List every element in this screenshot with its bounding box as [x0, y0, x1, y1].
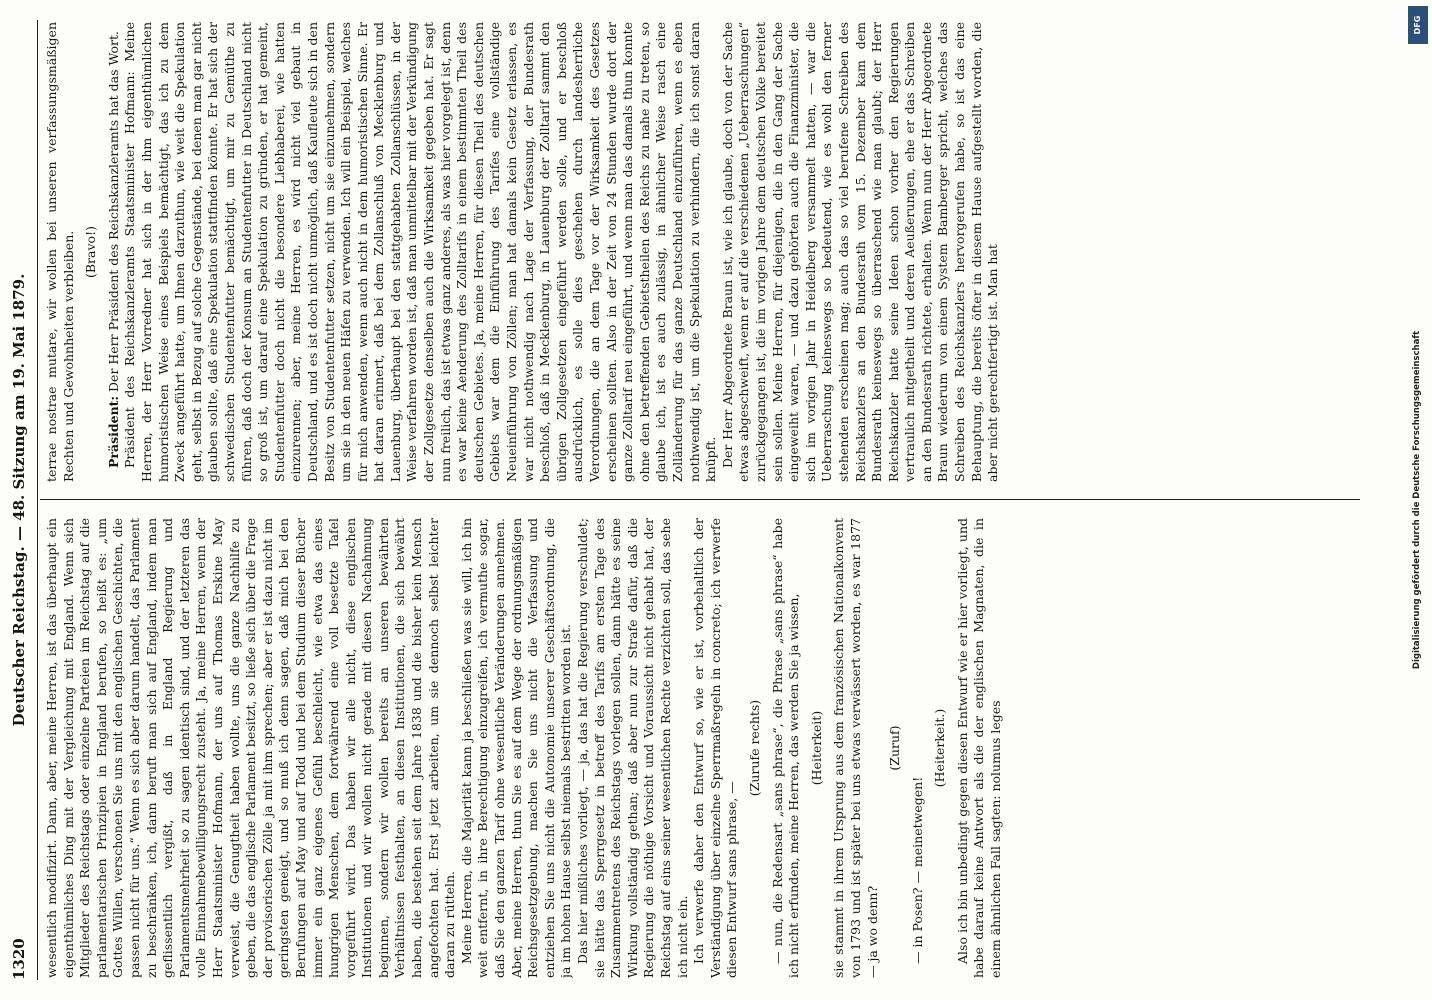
speaker-label: Präsident:	[105, 395, 121, 468]
paragraph	[459, 518, 575, 978]
paragraph	[955, 518, 1005, 978]
paragraph-text: (Zuruf)	[887, 725, 903, 771]
funding-sidebar	[1407, 60, 1427, 940]
paragraph-text: Präsident des Reichskanzleramts Staatsminister Hofmann: Meine Herren, der Herr Vorredner hat sich in der ihm eigenthümlichen humoristischen Weise eines Beispiels bemächtigt, das ich zu dem Zweck angeführt hatte, um Ihnen darzuthun, wie weit die Spekulation geht, selbst in Bezug auf solche Gegenstände, bei denen man gar nicht glauben sollte, daß eine Spekulation stattfinden könnte. Er hat sich der schwedischen Studentenfutter bemächtigt, um mir zu Gemüthe zu führen, daß doch der Konsum an Studentenfutter in Deutschland nicht so groß ist, um darauf eine Spekulation zu gründen, er hat gemeint, Studentenfutter doch nicht die besondere Liebhaberei, wie hatten einzurennen; aber, meine Herren, es wird nicht viel gebaut in Deutschland, und es ist doch nicht unmöglich, daß Kaufleute sich in den Besitz von Studentenfutter setzen, nicht um sie einzunehmen, sondern um sie in den neuen Häfen zu verwenden. Ich will ein Beispiel, welches für mich anwenden, wenn auch nicht in dem humoristischen Sinne. Er hat daran erinnert, daß bei dem Zollanschluß von Mecklenburg und Lauenburg, überhaupt bei den stattgehabten Zollanschlüssen, in der Weise verfahren worden ist, daß man unmittelbar mit der Verkündigung der Zollgesetze denselben auch die Wirksamkeit gegeben hat. Er sagt nun freilich, das ist etwas ganz anderes, als was hier vorgelegt ist, denn es war keine Aenderung des Zolltarifs in einem bestimmten Theil des deutschen Gebietes. Ja, meine Herren, für diesen Theil des deutschen Gebiets war dem die Einführung des Tarifes eine vollständige Neueinführung von Zöllen; man hat damals kein Gesetz erlassen, es war nicht nothwendig nach Lage der Verfassung, der Bundesrath beschloß, daß in Mecklenburg, in Lauenburg der Zolltarif sammt den übrigen Zollgesetzen eingeführt werden solle, und er beschloß ausdrücklich, es solle dies geschehen durch landesherrliche Verordnungen, die an dem Tage vor der Wirksamkeit des Gesetzes erscheinen sollten. Also in der Zeit von 24 Stunden wurde dort der ganze Zolltarif neu eingeführt, und wenn man das damals thun konnte ohne den betreffenden Gebietstheilen des Reichs zu nahe zu treten, so glaube ich, ist es auch zulässig, in ähnlicher Weise rasch eine Zolländerung für das ganze Deutschland einzuführen, wenn es eben nothwendig ist, um die Spekulation zu verhindern, die ich sonst daran knüpft.	[122, 22, 719, 482]
paragraph-text: (Heiterkeit.)	[932, 708, 948, 788]
funding-note: Digitalisierung gefördert durch die Deutsche Forschungsgemeinschaft	[1412, 330, 1422, 670]
paragraph-text: — nun, die Redensart „sans phrase“, die Phrase „sans phrase“ habe ich nicht erfunden, meine Herren, das werden Sie ja wissen,	[769, 518, 802, 978]
dfg-logo: DFG	[1408, 6, 1428, 44]
paragraph	[44, 518, 459, 978]
paragraph	[932, 518, 949, 978]
paragraph	[831, 518, 881, 978]
paragraph	[44, 22, 77, 482]
paragraph-text: (Zurufe rechts)	[746, 699, 762, 797]
paragraph	[691, 518, 741, 978]
paragraph-text: sie stammt in ihrem Ursprung aus dem französischen Nationalkonvent von 1793 und ist später bei uns etwas verwässert worden, es war 1877 — ja wo denn?	[831, 518, 880, 978]
page-number: 1320	[10, 938, 28, 980]
running-header	[6, 20, 36, 980]
paragraph-text: (Heiterkeit)	[808, 710, 824, 786]
header-rule	[37, 20, 38, 980]
paragraph	[910, 518, 927, 978]
left-text-column	[44, 518, 1360, 978]
paragraph	[887, 518, 904, 978]
paragraph-text: Also ich bin unbedingt gegen diesen Entwurf wie er hier vorliegt, und habe darauf keine Antwort als die der englischen Magnaten, die in einem ähnlichen Fall sagten: nolumus leges	[954, 518, 1004, 978]
paragraph	[747, 518, 764, 978]
paragraph-text: (Bravo!)	[83, 226, 99, 278]
paragraph-text: wesentlich modifizirt. Dann, aber, meine Herren, ist das überhaupt ein eigenthümliches Ding mit der Vergleichung mit England. Wenn sich Mitglieder des Reichstags oder einzelne Parteien im Reichstag auf die parlamentarischen Prinzipien in England berufen, so heißt es: „um Gottes Willen, verschonen Sie uns mit den englischen Geschichten, die passen nicht für uns.“ Wenn es sich aber darum handelt, das Parlament zu beschränken, ich, dann beruft man sich auf England, indem man geflissentlich vergißt, daß in England Regierung und Parlamentsmehrheit so zu sagen identisch sind, und der letzteren das volle Einnahmebewilligungsrecht zusteht. Ja, meine Herren, wenn der Herr Staatsminister Hofmann, der uns auf Thomas Erskine May verweist, die Genugtheit haben wollte, uns die ganze Nachhilfe zu geben, die das englische Parlament besitzt, so ließe sich über die Frage der provisorischen Zölle ja mit ihm sprechen; aber er ist dazu nicht im geringsten geneigt, und so muß ich denn sagen, daß mich bei den Berufungen auf May und auf Todd und bei dem Studium dieser Bücher immer ein ganz eigenes Gefühl beschleicht, wie etwa das eines hungrigen Menschen, dem fortwährend eine voll besetzte Tafel vorgeführt wird. Das haben wir alle nicht, diese englischen Institutionen und wir wollen nicht gerade mit diesen Nachahmung beginnen, sondern wir wollen bereits an unseren bewährten Verhältnissen festhalten, an diesen Institutionen, die sich bewährt haben, die bestehen seit dem Jahre 1838 und die bisher kein Mensch angefochten hat. Erst jetzt arbeiten, um sie dennoch selbst leichter daran zu rütteln.	[44, 518, 458, 978]
journal-session-title: Deutscher Reichstag. — 48. Sitzung am 19. Mai 1879.	[10, 273, 28, 727]
paragraph-text: Der Herr Präsident des Reichskanzleramts hat das Wort.	[105, 31, 121, 396]
paragraph-text: Meine Herren, die Majorität kann ja beschließen was sie will, ich bin weit entfernt, in ihre Berechtigung einzugreifen, ich vermuthe sogar, daß Sie den ganzen Tarif ohne wesentliche Veränderungen annehmen. Aber, meine Herren, thun Sie es auf dem Wege der ordnungsmäßigen Reichsgesetzgebung, machen Sie uns nicht die Verfassung und entziehen Sie uns nicht die Autonomie unserer Geschäftsordnung, die ja im hohen Hause selbst niemals bestritten worden ist.	[458, 518, 574, 978]
paragraph	[106, 22, 123, 482]
paragraph	[122, 22, 719, 482]
paragraph-text: Das hier mißliches vorliegt, — ja, das hat die Regierung verschuldet; sie hätte das Sperrgesetz in betreff des Tarifs am ersten Tage des Zusammentretens des Reichstags vorlegen sollen, dann hätte es seine Wirkung vollständig gethan; daß aber nun zur Strafe dafür, daß die Regierung die nöthige Vorsicht und Voraussicht nicht gehabt hat, der Reichstag auf eins seiner wesentlichen Rechte verzichten soll, das sehe ich nicht ein.	[575, 518, 690, 978]
paragraph	[83, 22, 100, 482]
paragraph	[809, 518, 826, 978]
right-text-column	[44, 22, 1360, 482]
paragraph	[575, 518, 691, 978]
paragraph-text: Der Herr Abgeordnete Braun ist, wie ich glaube, doch von der Sache etwas abgeschweift, wenn er auf die verschiedenen „Ueberraschungen“ zurückgegangen ist, die im vorigen Jahre dem deutschen Volke bereitet sein sollen. Meine Herren, für diejenigen, die in den Gang der Sache eingeweiht waren, — und dazu gehörten auch die Finanzminister, die sich im vorigen Jahr in Heidelberg versammelt hatten, — war die Ueberraschung keineswegs so bedeutend, wie es wohl den ferner stehenden erscheinen mag; auch das so viel berufene Schreiben des Reichskanzlers an den Bundesrath vom 15. Dezember kam dem Bundesrath keineswegs so überraschend wie man glaubt; der Herr Reichskanzler hatte seine Ideen schon vorher den Regierungen vertraulich mitgetheilt und deren Aeußerungen, ehe er das Schreiben an den Bundesrath richtete, erhalten. Wenn nun der Herr Abgeordnete Braun wiederum von einem System Bamberger spricht, welches das Schreiben des Reichskanzlers hervorgerufen habe, so ist das eine Behauptung, die bereits öfter in diesem Hause aufgestellt worden, die aber nicht gerechtfertigt ist. Man hat	[719, 22, 1001, 482]
paragraph-text: — in Posen? — meinetwegen!	[909, 776, 925, 964]
paragraph	[720, 22, 1002, 482]
column-divider	[40, 499, 1360, 500]
paragraph-text: terrae nostrae mutare, wir wollen bei unseren verfassungsmäßigen Rechten und Gewohnheiten verbleiben.	[44, 22, 76, 482]
paragraph-text: Ich verwerfe daher den Entwurf so, wie er ist, vorbehaltlich der Verständigung über einzelne Sperrmaßregeln in concreto; ich verwerfe diesen Entwurf sans phrase, —	[691, 518, 740, 978]
paragraph	[770, 518, 803, 978]
